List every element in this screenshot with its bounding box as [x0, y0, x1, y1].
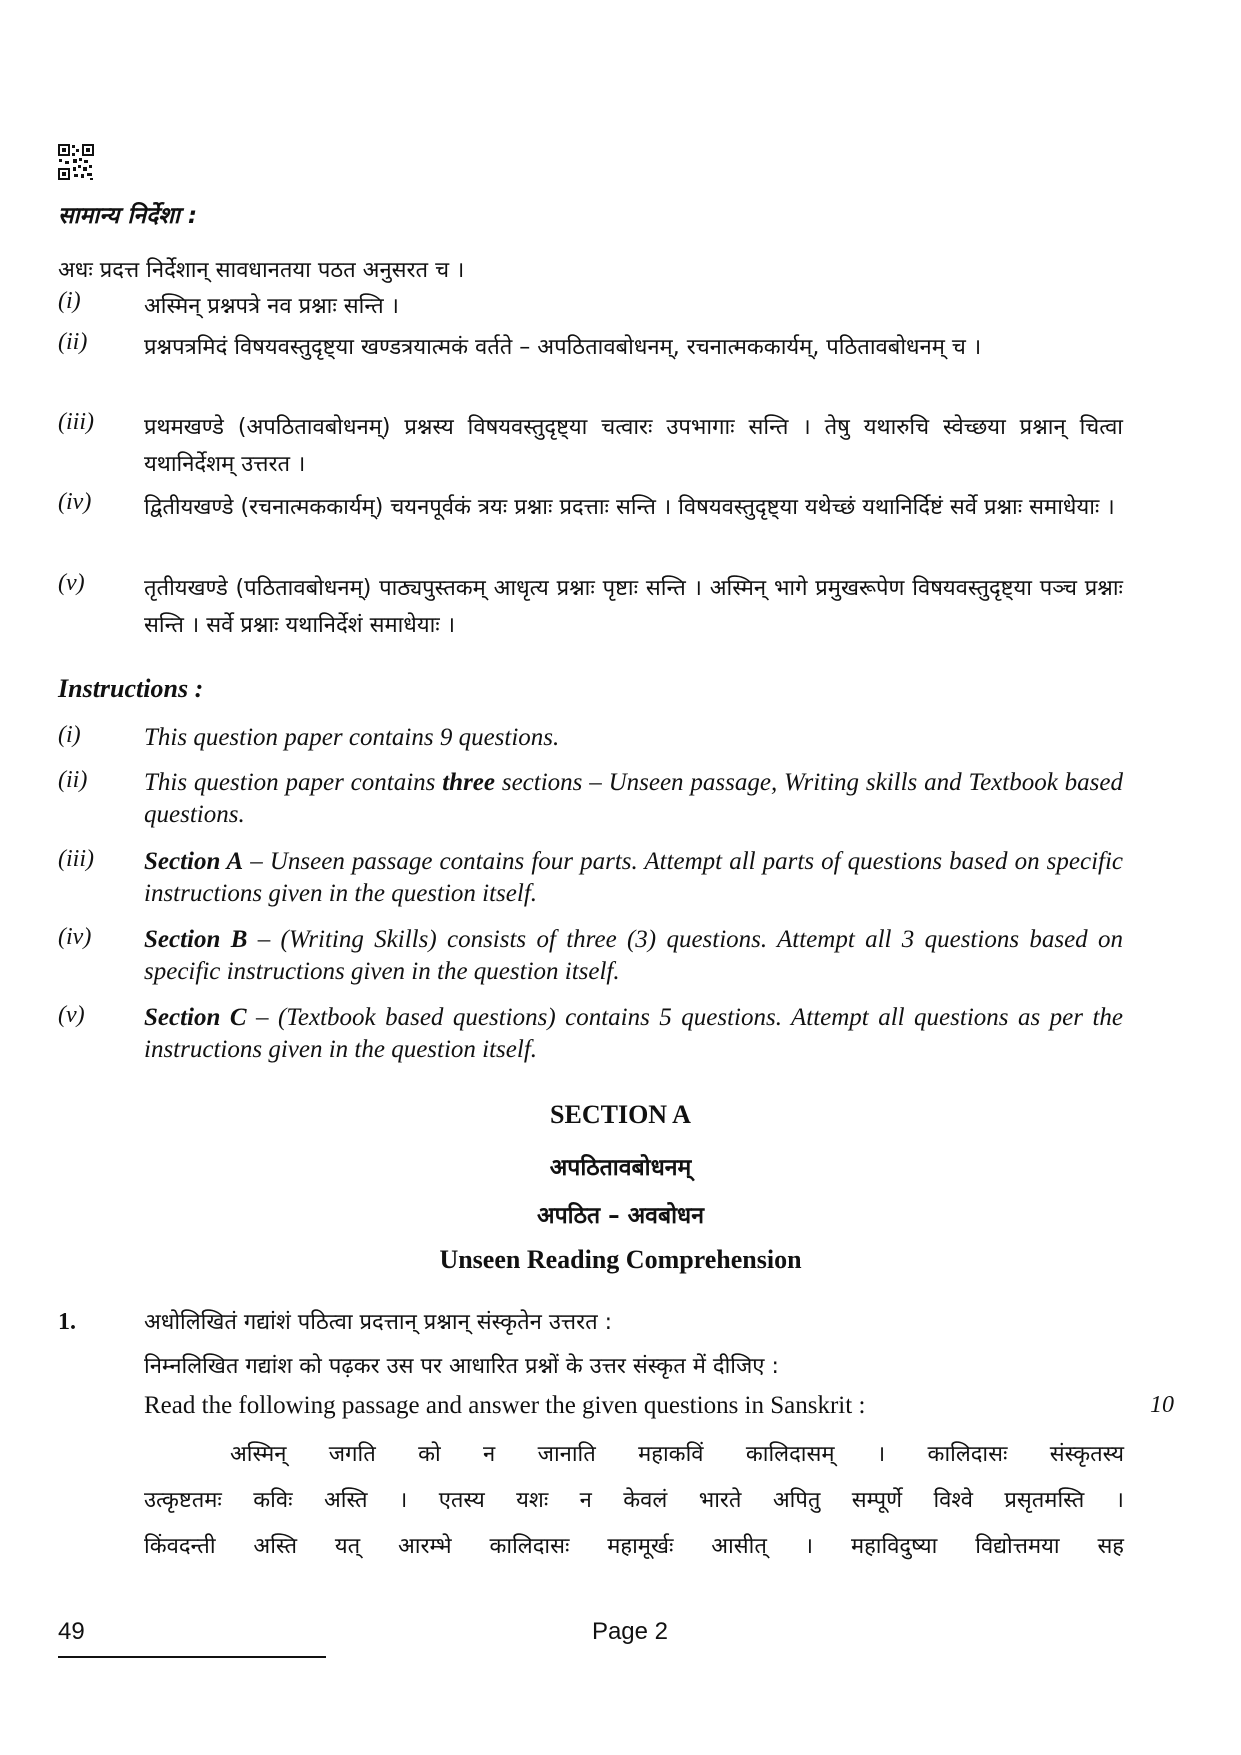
item-text: अस्मिन् प्रश्नपत्रे नव प्रश्नाः सन्ति । [144, 294, 399, 319]
item-number: (iii) [58, 846, 94, 872]
qr-code-icon [57, 143, 95, 181]
section-english-title: Unseen Reading Comprehension [439, 1245, 802, 1274]
item-text-rest: – (Textbook based questions) contains 5 questions. Attempt all questions as per the instructions given in the question itself. [144, 1004, 1123, 1063]
page-number: Page 2 [591, 1618, 669, 1645]
passage-line: उत्कृष्टतमः कविः अस्ति । एतस्य यशः न केवलं भारते अपितु सम्पूर्णे विश्वे प्रसृतमस्ति । [144, 1488, 1124, 1513]
item-text: This question paper contains 9 questions. [144, 724, 560, 751]
item-text-bold: Section C [144, 1004, 247, 1031]
question-hindi-instruction: निम्नलिखित गद्यांश को पढ़कर उस पर आधारित प्रश्नों के उत्तर संस्कृत में दीजिए : [144, 1354, 779, 1379]
hindi-instructions-heading: सामान्य निर्देशा : [58, 203, 198, 229]
item-text-rest: sections – Unseen passage, Writing skills and Textbook based questions. [144, 769, 1123, 828]
item-text: प्रथमखण्डे (अपठितावबोधनम्) प्रश्नस्य विषयवस्तुदृष्ट्या चत्वारः उपभागाः सन्ति । तेषु यथारुचि स्वेच्छया प्रश्नान् चित्वा यथानिर्देशम् उत्तरत । [144, 415, 1123, 477]
item-text [144, 846, 1123, 910]
item-text [144, 1002, 1123, 1066]
item-text-bold: three [442, 769, 495, 796]
item-text-bold: Section A [144, 848, 244, 875]
item-text-bold: Section B [144, 926, 248, 953]
paper-code: 49 [58, 1618, 85, 1645]
question-english-instruction: Read the following passage and answer the given questions in Sanskrit : [144, 1392, 866, 1419]
item-number: (ii) [58, 329, 88, 355]
item-text-rest: – (Writing Skills) consists of three (3) questions. Attempt all 3 questions based on specific instructions given in the question itself. [144, 926, 1123, 985]
section-hindi-title: अपठित – अवबोधन [537, 1203, 704, 1229]
passage-line: किंवदन्ती अस्ति यत् आरम्भे कालिदासः महामूर्खः आसीत् । महाविदुष्या विद्योत्तमया सह [144, 1534, 1124, 1559]
item-number: (i) [58, 722, 81, 748]
item-text: द्वितीयखण्डे (रचनात्मककार्यम्) चयनपूर्वकं त्रयः प्रश्नाः प्रदत्ताः सन्ति । विषयवस्तुदृष्ट्या यथेच्छं यथानिर्दिष्टं सर्वे प्रश्नाः समाधेयाः । [144, 495, 1115, 520]
item-number: (iii) [58, 409, 94, 435]
section-sanskrit-title: अपठितावबोधनम् [549, 1155, 692, 1181]
item-number: (ii) [58, 767, 88, 793]
item-text-rest: – Unseen passage contains four parts. Attempt all parts of questions based on specific instructions given in the question itself. [144, 848, 1124, 907]
item-number: (i) [58, 288, 81, 314]
footer-rule [58, 1656, 326, 1658]
item-text [144, 767, 1123, 831]
item-number: (v) [58, 1002, 85, 1028]
item-text [144, 924, 1123, 988]
hindi-instructions-intro: अधः प्रदत्त निर्देशान् सावधानतया पठत अनुसरत च । [58, 258, 465, 283]
item-number: (iv) [58, 489, 92, 515]
passage-line: अस्मिन् जगति को न जानाति महाकविं कालिदासम् । कालिदासः संस्कृतस्य [230, 1442, 1124, 1467]
question-marks: 10 [1150, 1392, 1174, 1418]
item-number: (iv) [58, 924, 92, 950]
item-text: प्रश्नपत्रमिदं विषयवस्तुदृष्ट्या खण्डत्रयात्मकं वर्तते – अपठितावबोधनम्, रचनात्मककार्यम्, पठितावबोधनम् च । [144, 335, 982, 360]
english-instructions-heading: Instructions : [58, 674, 204, 703]
item-text: तृतीयखण्डे (पठितावबोधनम्) पाठ्यपुस्तकम् आधृत्य प्रश्नाः पृष्टाः सन्ति । अस्मिन् भागे प्रमुखरूपेण विषयवस्तुदृष्ट्या पञ्च प्रश्नाः सन्ति । सर्वे प्रश्नाः यथानिर्देशं समाधेयाः । [144, 576, 1123, 638]
question-sanskrit-instruction: अधोलिखितं गद्यांशं पठित्वा प्रदत्तान् प्रश्नान् संस्कृतेन उत्तरत : [144, 1310, 613, 1335]
item-text-pre: This question paper contains [144, 769, 443, 796]
question-number: 1. [58, 1309, 76, 1335]
section-title: SECTION A [550, 1100, 691, 1129]
item-number: (v) [58, 570, 85, 596]
